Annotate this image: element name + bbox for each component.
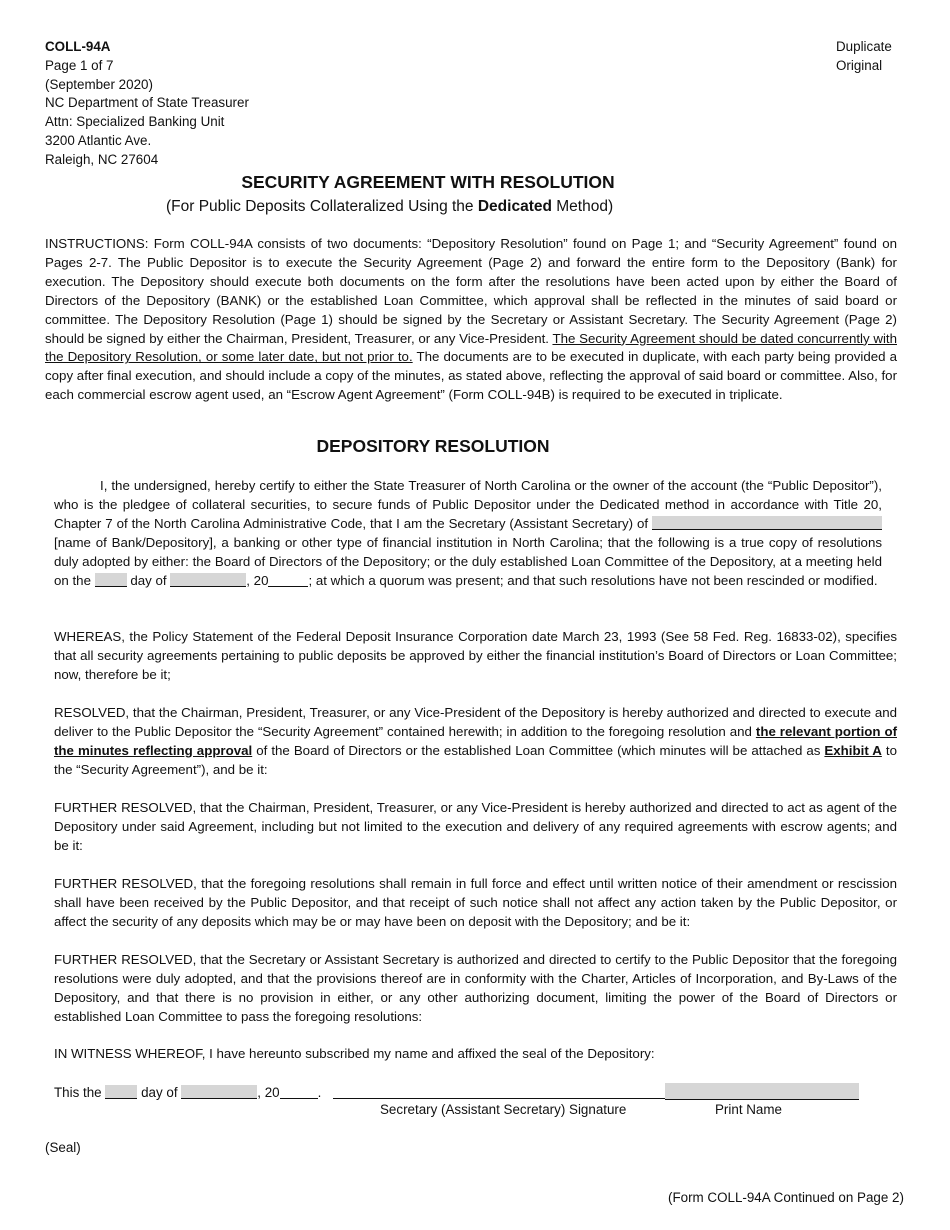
exhibit-a-label: Exhibit A (824, 742, 882, 758)
certify-text-3: day of (126, 572, 171, 588)
city-state-zip: Raleigh, NC 27604 (45, 151, 159, 167)
copy-designation (836, 38, 892, 76)
certification-paragraph (54, 477, 882, 590)
depository-resolution-title: DEPOSITORY RESOLUTION (316, 436, 550, 456)
resolved-text-3: to the “Security Agreement”), and be it: (54, 742, 897, 777)
further-resolved-3: FURTHER RESOLVED, that the Secretary or Assistant Secretary is authorized and directed to certify to the Public Depositor that the foregoing resolutions were duly adopted, and that the provisions thereof are in conformity with the Charter, Articles of Incorporation, and By-Laws of the Depository, and that there is no provision in either, or any other authorizing document, limiting the power of the Board of Directors or established Loan Committee to pass the foregoing resolutions: (54, 952, 897, 1024)
resolved-text-2: of the Board of Directors or the established Loan Committee (which minutes will be attached as (252, 742, 825, 758)
meeting-day-field[interactable] (95, 573, 127, 587)
seal-label: (Seal) (45, 1140, 81, 1155)
copy-duplicate: Duplicate (836, 39, 892, 54)
signature-date-line (54, 1083, 321, 1102)
certify-text-2: [name of Bank/Depository], a banking or other type of financial institution in North Carolina; that the following is a true copy of resolutions duly adopted by either: the Board of Directors of the Depository; or the duly established Loan Committee of the Depository, at a meeting held on the (54, 534, 882, 588)
whereas-paragraph: WHEREAS, the Policy Statement of the Federal Deposit Insurance Corporation date March 23, 1993 (See 58 Fed. Reg. 16833-02), specifies that all security agreements pertaining to public deposits be approved by either the financial institution’s Board of Directors or Loan Committee; now, therefore be it; (54, 629, 897, 682)
department-name: NC Department of State Treasurer (45, 95, 249, 111)
document-title: SECURITY AGREEMENT WITH RESOLUTION (241, 172, 615, 192)
resolved-text-1: RESOLVED, that the Chairman, President, Treasurer, or any Vice-President of the Depository is hereby authorized and directed to execute and deliver to the Public Depositor the “Security Agreement” contained herewith; in addition to the foregoing resolution and (54, 705, 897, 739)
continued-note: (Form COLL-94A Continued on Page 2) (668, 1190, 904, 1205)
print-name-caption: Print Name (715, 1102, 782, 1117)
page-number: Page 1 of 7 (45, 57, 114, 73)
certify-text-4: , 20 (246, 572, 269, 588)
resolved-bold-1: the relevant portion of the minutes reflecting approval (54, 723, 897, 758)
form-id: COLL-94A (45, 39, 111, 54)
signature-month-field[interactable] (181, 1085, 257, 1099)
signature-year-field[interactable] (280, 1085, 318, 1099)
this-the-label: This the (54, 1085, 106, 1100)
print-name-field[interactable] (665, 1083, 859, 1100)
resolved-paragraph (54, 704, 897, 780)
document-subtitle (166, 198, 613, 216)
certify-text-5: ; at which a quorum was present; and that such resolutions have not been rescinded or modified. (308, 572, 878, 588)
instructions-underlined: The Security Agreement should be dated concurrently with the Depository Resolution, or some later date, but not prior to. (45, 330, 897, 365)
signature-field[interactable] (333, 1085, 665, 1099)
day-of-label: day of (137, 1085, 182, 1100)
instructions-text-2: The documents are to be executed in duplicate, with each party being provided a copy after final execution, and should include a copy of the minutes, as stated above, reflecting the approval of said board or committee. Also, for each commercial escrow agent used, an “Escrow Agent Agreement” (Form COLL-94B) is required to be executed in triplicate. (45, 349, 898, 403)
street-address: 3200 Atlantic Ave. (45, 132, 152, 148)
certify-text-1: I, the undersigned, hereby certify to either the State Treasurer of North Carolina or the owner of the account (the “Public Depositor”), who is the pledgee of collateral securities, to secure funds of Public Depositor under the Dedicated method in accordance with Title 20, Chapter 7 of the North Carolina Administrative Code, that I am the Secretary (Assistant Secretary) of (54, 478, 882, 531)
period-mark: . (317, 1085, 322, 1100)
further-resolved-1: FURTHER RESOLVED, that the Chairman, President, Treasurer, or any Vice-President is hereby authorized and directed to act as agent of the Depository under said Agreement, including but not limited to the execution and delivery of any required agreements with escrow agents; and be it: (54, 800, 897, 853)
further-resolved-2: FURTHER RESOLVED, that the foregoing resolutions shall remain in full force and effect until written notice of their amendment or rescission shall have been received by the Public Depositor, and that receipt of such notice shall not affect any action taken by the Public Depositor, or affect the security of any deposits which may be or may have been on deposit with the Depository; and be it: (54, 876, 897, 929)
bank-name-field[interactable] (652, 516, 882, 530)
copy-original: Original (836, 57, 883, 73)
meeting-month-field[interactable] (170, 573, 246, 587)
instructions-paragraph (45, 235, 897, 405)
header-address-block (45, 38, 249, 170)
subtitle-pre: (For Public Deposits Collateralized Using the (166, 198, 478, 215)
attention-line: Attn: Specialized Banking Unit (45, 114, 225, 130)
form-date: (September 2020) (45, 76, 153, 92)
subtitle-bold: Dedicated (477, 198, 552, 215)
year-prefix-label: , 20 (257, 1085, 280, 1100)
signature-caption: Secretary (Assistant Secretary) Signature (380, 1102, 627, 1117)
witness-statement: IN WITNESS WHEREOF, I have hereunto subscribed my name and affixed the seal of the Depository: (54, 1046, 655, 1061)
instructions-text-1: INSTRUCTIONS: Form COLL-94A consists of two documents: “Depository Resolution” found on Page 1; and “Security Agreement” found on Pages 2-7. The Public Depositor is to execute the Security Agreement (Page 2) and forward the entire form to the Depository (Bank) for execution. The Depository should execute both documents on the form after the resolutions have been acted upon by either the Board of Directors of the Depository (BANK) or the established Loan Committee, which approval shall be reflected in the minutes of said board or committee. The Depository Resolution (Page 1) should be signed by the Secretary or Assistant Secretary. The Security Agreement (Page 2) should be signed by either the Chairman, President, Treasurer, or any Vice-President. (45, 236, 897, 346)
signature-day-field[interactable] (105, 1085, 137, 1099)
meeting-year-field[interactable] (268, 573, 308, 587)
subtitle-post: Method) (551, 198, 614, 215)
